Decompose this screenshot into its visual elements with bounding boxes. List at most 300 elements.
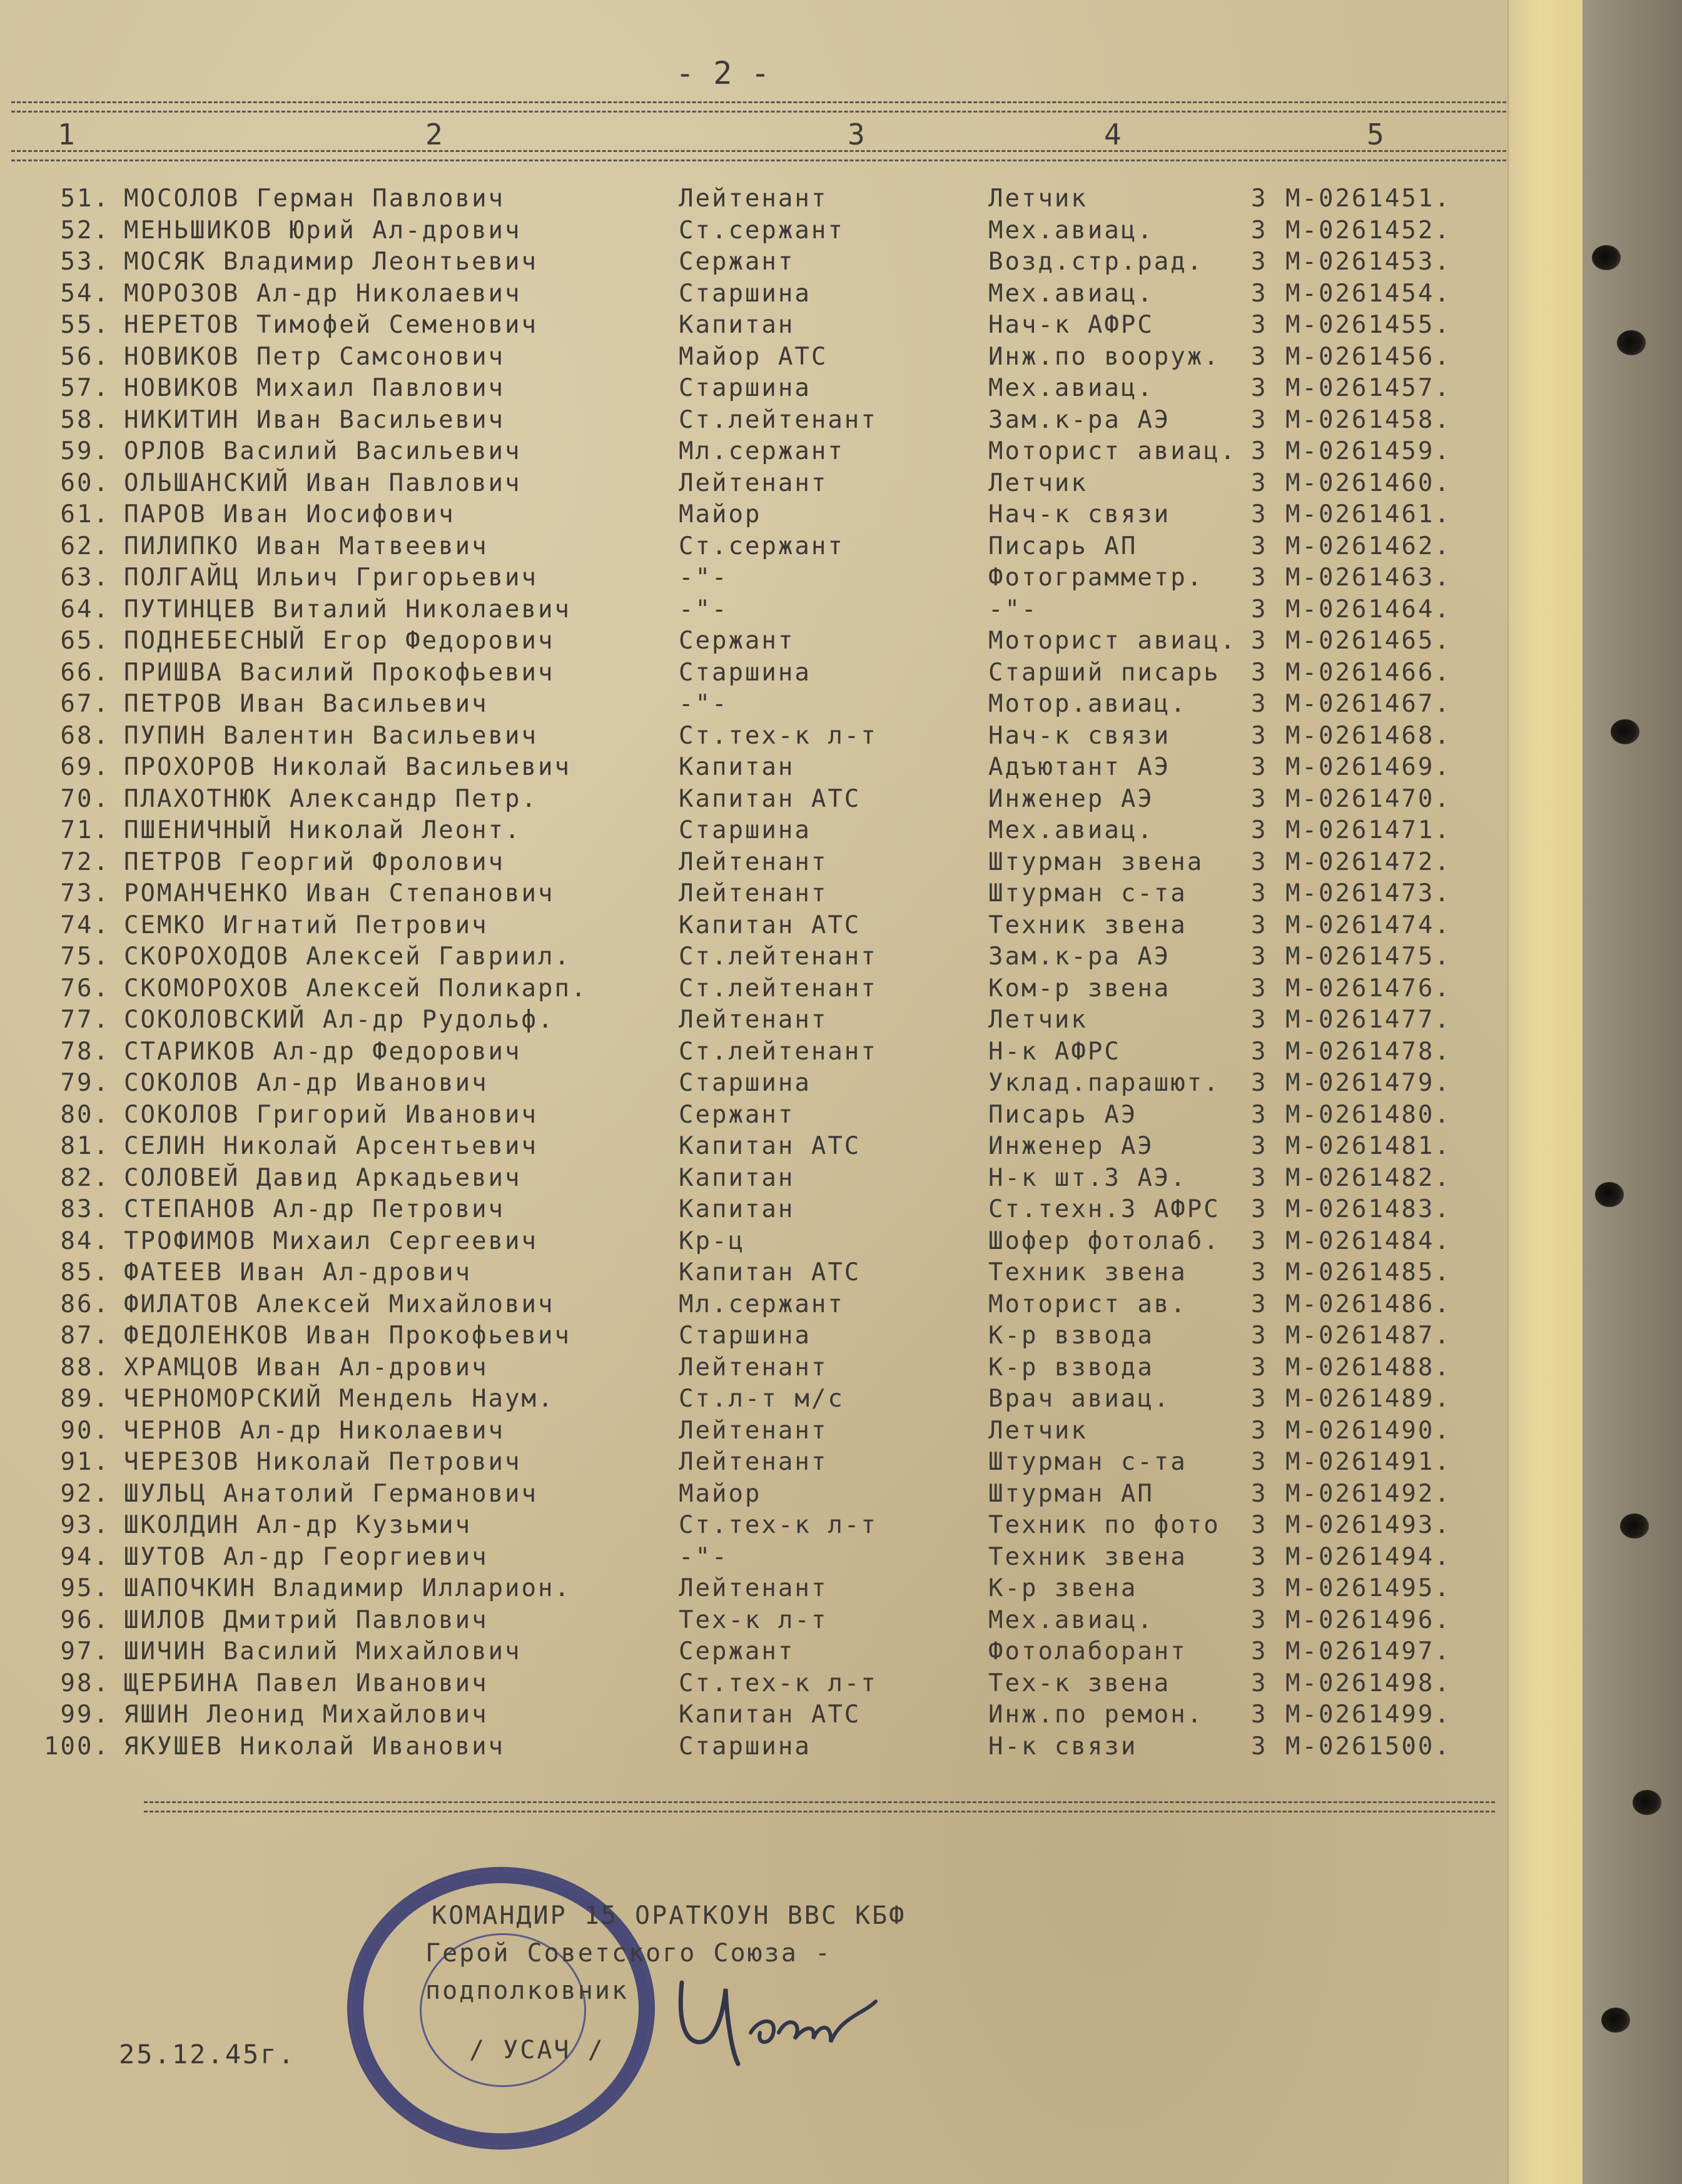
military-rank: Ст.сержант xyxy=(679,532,844,560)
military-rank: Кр-ц xyxy=(679,1226,745,1255)
military-rank: -"- xyxy=(679,1542,729,1571)
job-position: Зам.к-ра АЭ xyxy=(988,405,1171,434)
serial-number: М-0261454. xyxy=(1285,279,1451,308)
serial-number: М-0261477. xyxy=(1285,1006,1451,1034)
award-grade: 3 xyxy=(1251,1195,1268,1223)
person-name: СОКОЛОВ Ал-др Иванович xyxy=(124,1069,489,1097)
row-number: 77. xyxy=(60,1006,110,1034)
military-rank: Майор xyxy=(679,500,762,528)
serial-number: М-0261496. xyxy=(1285,1605,1451,1634)
job-position: Мех.авиац. xyxy=(988,216,1154,245)
table-row xyxy=(0,785,1501,817)
table-row xyxy=(0,532,1501,564)
table-row xyxy=(0,1417,1501,1448)
person-name: ПОЛГАЙЦ Ильич Григорьевич xyxy=(124,564,538,592)
military-rank: Старшина xyxy=(679,1069,811,1097)
military-rank: -"- xyxy=(679,595,729,624)
table-row xyxy=(0,1132,1501,1164)
serial-number: М-0261485. xyxy=(1285,1258,1451,1287)
table-row xyxy=(0,1227,1501,1259)
person-name: ХРАМЦОВ Иван Ал-дрович xyxy=(124,1353,489,1382)
person-name: ПИЛИПКО Иван Матвеевич xyxy=(124,532,489,560)
job-position: Летчик xyxy=(988,468,1088,497)
serial-number: М-0261470. xyxy=(1285,784,1451,813)
award-grade: 3 xyxy=(1251,911,1268,939)
table-row xyxy=(0,1038,1501,1069)
serial-number: М-0261500. xyxy=(1285,1732,1451,1761)
binding-hole xyxy=(1633,1790,1661,1815)
person-name: ОРЛОВ Василий Васильевич xyxy=(124,437,522,465)
military-rank: Ст.сержант xyxy=(679,216,844,245)
row-number: 100. xyxy=(44,1732,110,1761)
job-position: Н-к АФРС xyxy=(988,1037,1121,1066)
job-position: Мех.авиац. xyxy=(988,374,1154,402)
row-number: 63. xyxy=(60,564,110,592)
row-number: 67. xyxy=(60,690,110,718)
table-row xyxy=(0,753,1501,785)
row-number: 73. xyxy=(60,879,110,907)
table-row xyxy=(0,248,1501,280)
row-number: 61. xyxy=(60,500,110,528)
military-rank: Лейтенант xyxy=(679,468,828,497)
job-position: К-р взвода xyxy=(988,1353,1154,1382)
serial-number: М-0261472. xyxy=(1285,847,1451,876)
person-name: ЧЕРНОВ Ал-др Николаевич xyxy=(124,1416,505,1445)
military-rank: Сержант xyxy=(679,1637,795,1666)
job-position: Адъютант АЭ xyxy=(988,753,1171,781)
table-row xyxy=(0,659,1501,690)
row-number: 87. xyxy=(60,1322,110,1350)
award-grade: 3 xyxy=(1251,405,1268,434)
table-row xyxy=(0,216,1501,248)
job-position: Н-к шт.3 АЭ. xyxy=(988,1163,1187,1192)
award-grade: 3 xyxy=(1251,1669,1268,1697)
military-rank: Тех-к л-т xyxy=(679,1605,828,1634)
table-row xyxy=(0,911,1501,943)
award-grade: 3 xyxy=(1251,1163,1268,1192)
table-row xyxy=(0,500,1501,532)
award-grade: 3 xyxy=(1251,847,1268,876)
binding-hole xyxy=(1611,719,1639,744)
job-position: Моторист ав. xyxy=(988,1290,1187,1318)
military-rank: Лейтенант xyxy=(679,1353,828,1382)
serial-number: М-0261457. xyxy=(1285,374,1451,402)
job-position: Тех-к звена xyxy=(988,1669,1171,1697)
serial-number: М-0261455. xyxy=(1285,311,1451,339)
person-name: НИКИТИН Иван Васильевич xyxy=(124,405,505,434)
person-name: ОЛЬШАНСКИЙ Иван Павлович xyxy=(124,468,522,497)
person-name: МЕНЬШИКОВ Юрий Ал-дрович xyxy=(124,216,522,245)
award-grade: 3 xyxy=(1251,374,1268,402)
job-position: Нач-к связи xyxy=(988,500,1171,528)
military-rank: Старшина xyxy=(679,658,811,687)
military-rank: -"- xyxy=(679,564,729,592)
award-grade: 3 xyxy=(1251,784,1268,813)
award-grade: 3 xyxy=(1251,627,1268,655)
job-position: Нач-к АФРС xyxy=(988,311,1154,339)
serial-number: М-0261475. xyxy=(1285,943,1451,971)
job-position: Техник по фото xyxy=(988,1511,1220,1539)
serial-number: М-0261459. xyxy=(1285,437,1451,465)
serial-number: М-0261456. xyxy=(1285,342,1451,371)
table-row xyxy=(0,1006,1501,1038)
person-name: ШУЛЬЦ Анатолий Германович xyxy=(124,1479,538,1508)
person-name: СОЛОВЕЙ Давид Аркадьевич xyxy=(124,1163,522,1192)
table-row xyxy=(0,437,1501,469)
military-rank: Ст.лейтенант xyxy=(679,405,878,434)
serial-number: М-0261466. xyxy=(1285,658,1451,687)
person-name: ФИЛАТОВ Алексей Михайлович xyxy=(124,1290,555,1318)
row-number: 81. xyxy=(60,1132,110,1160)
person-name: СЕЛИН Николай Арсентьевич xyxy=(124,1132,538,1160)
military-rank: Ст.лейтенант xyxy=(679,943,878,971)
military-rank: Старшина xyxy=(679,374,811,402)
binding-edge xyxy=(1583,0,1682,2184)
person-name: ФАТЕЕВ Иван Ал-дрович xyxy=(124,1258,472,1287)
award-grade: 3 xyxy=(1251,690,1268,718)
row-number: 84. xyxy=(60,1226,110,1255)
job-position: Мех.авиац. xyxy=(988,279,1154,308)
table-row xyxy=(0,690,1501,722)
table-row xyxy=(0,280,1501,311)
award-grade: 3 xyxy=(1251,1605,1268,1634)
military-rank: Майор АТС xyxy=(679,342,828,371)
person-name: ЧЕРЕЗОВ Николай Петрович xyxy=(124,1448,522,1476)
job-position: Инженер АЭ xyxy=(988,1132,1154,1160)
person-name: ШАПОЧКИН Владимир Илларион. xyxy=(124,1574,571,1602)
military-rank: Капитан xyxy=(679,1195,795,1223)
table-row xyxy=(0,627,1501,659)
row-number: 68. xyxy=(60,721,110,750)
military-rank: Капитан xyxy=(679,311,795,339)
signature-rank: подполковник xyxy=(425,1976,629,2005)
binding-hole xyxy=(1592,245,1621,270)
serial-number: М-0261491. xyxy=(1285,1448,1451,1476)
award-grade: 3 xyxy=(1251,185,1268,213)
military-rank: Лейтенант xyxy=(679,879,828,907)
row-number: 97. xyxy=(60,1637,110,1666)
job-position: Фотограмметр. xyxy=(988,564,1204,592)
row-number: 79. xyxy=(60,1069,110,1097)
job-position: К-р звена xyxy=(988,1574,1138,1602)
handwritten-signature xyxy=(663,1964,901,2070)
row-number: 62. xyxy=(60,532,110,560)
serial-number: М-0261478. xyxy=(1285,1037,1451,1066)
person-name: ЧЕРНОМОРСКИЙ Мендель Наум. xyxy=(124,1385,555,1413)
serial-number: М-0261487. xyxy=(1285,1322,1451,1350)
military-rank: Лейтенант xyxy=(679,1448,828,1476)
serial-number: М-0261461. xyxy=(1285,500,1451,528)
header-double-rule xyxy=(11,150,1506,161)
military-rank: Капитан АТС xyxy=(679,1132,861,1160)
table-row xyxy=(0,943,1501,974)
person-name: НЕРЕТОВ Тимофей Семенович xyxy=(124,311,538,339)
award-grade: 3 xyxy=(1251,721,1268,750)
row-number: 57. xyxy=(60,374,110,402)
person-name: ЯКУШЕВ Николай Иванович xyxy=(124,1732,505,1761)
column-number: 5 xyxy=(1367,118,1384,151)
job-position: Летчик xyxy=(988,185,1088,213)
military-rank: Лейтенант xyxy=(679,1574,828,1602)
job-position: К-р взвода xyxy=(988,1322,1154,1350)
row-number: 56. xyxy=(60,342,110,371)
table-row xyxy=(0,1164,1501,1196)
award-grade: 3 xyxy=(1251,753,1268,781)
personnel-list xyxy=(0,185,1501,1764)
award-grade: 3 xyxy=(1251,595,1268,624)
job-position: Штурман с-та xyxy=(988,1448,1187,1476)
row-number: 88. xyxy=(60,1353,110,1382)
award-grade: 3 xyxy=(1251,1416,1268,1445)
person-name: СОКОЛОВСКИЙ Ал-др Рудольф. xyxy=(124,1006,555,1034)
serial-number: М-0261452. xyxy=(1285,216,1451,245)
row-number: 70. xyxy=(60,784,110,813)
person-name: ПЕТРОВ Георгий Фролович xyxy=(124,847,505,876)
military-rank: Капитан xyxy=(679,1163,795,1192)
award-grade: 3 xyxy=(1251,1542,1268,1571)
job-position: Моторист авиац. xyxy=(988,437,1237,465)
row-number: 78. xyxy=(60,1037,110,1066)
row-number: 85. xyxy=(60,1258,110,1287)
award-grade: 3 xyxy=(1251,248,1268,276)
serial-number: М-0261458. xyxy=(1285,405,1451,434)
table-row xyxy=(0,1480,1501,1512)
military-rank: Сержант xyxy=(679,1100,795,1129)
serial-number: М-0261492. xyxy=(1285,1479,1451,1508)
military-rank: Лейтенант xyxy=(679,185,828,213)
military-rank: Ст.тех-к л-т xyxy=(679,1511,878,1539)
award-grade: 3 xyxy=(1251,1226,1268,1255)
military-rank: Сержант xyxy=(679,248,795,276)
person-name: ШИЧИН Василий Михайлович xyxy=(124,1637,522,1666)
table-row xyxy=(0,879,1501,911)
table-row xyxy=(0,1195,1501,1227)
table-row xyxy=(0,343,1501,375)
serial-number: М-0261473. xyxy=(1285,879,1451,907)
person-name: РОМАНЧЕНКО Иван Степанович xyxy=(124,879,555,907)
job-position: Мех.авиац. xyxy=(988,816,1154,844)
row-number: 72. xyxy=(60,847,110,876)
military-rank: Капитан АТС xyxy=(679,911,861,939)
job-position: Техник звена xyxy=(988,1542,1187,1571)
table-row xyxy=(0,1732,1501,1764)
row-number: 55. xyxy=(60,311,110,339)
serial-number: М-0261462. xyxy=(1285,532,1451,560)
award-grade: 3 xyxy=(1251,879,1268,907)
military-rank: -"- xyxy=(679,690,729,718)
person-name: СТЕПАНОВ Ал-др Петрович xyxy=(124,1195,505,1223)
military-rank: Капитан АТС xyxy=(679,1258,861,1287)
row-number: 69. xyxy=(60,753,110,781)
military-rank: Сержант xyxy=(679,627,795,655)
person-name: ПРОХОРОВ Николай Васильевич xyxy=(124,753,571,781)
award-grade: 3 xyxy=(1251,216,1268,245)
job-position: Летчик xyxy=(988,1006,1088,1034)
table-row xyxy=(0,848,1501,880)
row-number: 58. xyxy=(60,405,110,434)
award-grade: 3 xyxy=(1251,1701,1268,1729)
job-position: Ст.техн.3 АФРС xyxy=(988,1195,1220,1223)
table-row xyxy=(0,1385,1501,1417)
award-grade: 3 xyxy=(1251,468,1268,497)
serial-number: М-0261464. xyxy=(1285,595,1451,624)
person-name: СКОМОРОХОВ Алексей Поликарп. xyxy=(124,974,588,1003)
table-row xyxy=(0,311,1501,343)
table-row xyxy=(0,406,1501,438)
job-position: Шофер фотолаб. xyxy=(988,1226,1220,1255)
serial-number: М-0261489. xyxy=(1285,1385,1451,1413)
job-position: Моторист авиац. xyxy=(988,627,1237,655)
binding-hole xyxy=(1620,1514,1649,1539)
row-number: 82. xyxy=(60,1163,110,1192)
serial-number: М-0261494. xyxy=(1285,1542,1451,1571)
table-row xyxy=(0,722,1501,754)
table-row xyxy=(0,1322,1501,1353)
person-name: МОСЯК Владимир Леонтьевич xyxy=(124,248,538,276)
serial-number: М-0261476. xyxy=(1285,974,1451,1003)
job-position: Писарь АП xyxy=(988,532,1138,560)
award-grade: 3 xyxy=(1251,1100,1268,1129)
person-name: ПРИШВА Василий Прокофьевич xyxy=(124,658,555,687)
column-number: 2 xyxy=(425,118,443,151)
row-number: 60. xyxy=(60,468,110,497)
award-grade: 3 xyxy=(1251,1006,1268,1034)
job-position: Штурман звена xyxy=(988,847,1204,876)
document-date: 25.12.45г. xyxy=(119,2039,296,2070)
serial-number: М-0261474. xyxy=(1285,911,1451,939)
job-position: Уклад.парашют. xyxy=(988,1069,1220,1097)
serial-number: М-0261467. xyxy=(1285,690,1451,718)
job-position: Летчик xyxy=(988,1416,1088,1445)
serial-number: М-0261460. xyxy=(1285,468,1451,497)
award-grade: 3 xyxy=(1251,342,1268,371)
row-number: 65. xyxy=(60,627,110,655)
row-number: 92. xyxy=(60,1479,110,1508)
award-grade: 3 xyxy=(1251,1448,1268,1476)
person-name: ШКОЛДИН Ал-др Кузьмич xyxy=(124,1511,472,1539)
military-rank: Ст.тех-к л-т xyxy=(679,721,878,750)
military-rank: Лейтенант xyxy=(679,847,828,876)
serial-number: М-0261495. xyxy=(1285,1574,1451,1602)
table-row xyxy=(0,1606,1501,1638)
person-name: СОКОЛОВ Григорий Иванович xyxy=(124,1100,538,1129)
serial-number: М-0261493. xyxy=(1285,1511,1451,1539)
military-rank: Ст.тех-к л-т xyxy=(679,1669,878,1697)
job-position: Фотолаборант xyxy=(988,1637,1187,1666)
serial-number: М-0261481. xyxy=(1285,1132,1451,1160)
row-number: 99. xyxy=(60,1701,110,1729)
military-rank: Капитан АТС xyxy=(679,784,861,813)
person-name: МОСОЛОВ Герман Павлович xyxy=(124,185,505,213)
person-name: ШИЛОВ Дмитрий Павлович xyxy=(124,1605,489,1634)
row-number: 64. xyxy=(60,595,110,624)
row-number: 80. xyxy=(60,1100,110,1129)
person-name: НОВИКОВ Петр Самсонович xyxy=(124,342,505,371)
row-number: 59. xyxy=(60,437,110,465)
award-grade: 3 xyxy=(1251,1258,1268,1287)
job-position: Мотор.авиац. xyxy=(988,690,1187,718)
binding-hole xyxy=(1601,2008,1630,2033)
person-name: МОРОЗОВ Ал-др Николаевич xyxy=(124,279,522,308)
serial-number: М-0261453. xyxy=(1285,248,1451,276)
person-name: ПУПИН Валентин Васильевич xyxy=(124,721,538,750)
military-rank: Ст.лейтенант xyxy=(679,1037,878,1066)
page-number: - 2 - xyxy=(676,55,770,91)
row-number: 93. xyxy=(60,1511,110,1539)
row-number: 94. xyxy=(60,1542,110,1571)
military-rank: Лейтенант xyxy=(679,1416,828,1445)
row-number: 51. xyxy=(60,185,110,213)
table-row xyxy=(0,1069,1501,1101)
table-row xyxy=(0,1511,1501,1543)
person-name: ПАРОВ Иван Иосифович xyxy=(124,500,455,528)
serial-number: М-0261486. xyxy=(1285,1290,1451,1318)
table-row xyxy=(0,1574,1501,1606)
row-number: 52. xyxy=(60,216,110,245)
table-row xyxy=(0,1543,1501,1575)
military-rank: Майор xyxy=(679,1479,762,1508)
military-rank: Старшина xyxy=(679,1732,811,1761)
table-row xyxy=(0,595,1501,627)
award-grade: 3 xyxy=(1251,658,1268,687)
row-number: 91. xyxy=(60,1448,110,1476)
table-row xyxy=(0,1101,1501,1133)
person-name: СТАРИКОВ Ал-др Федорович xyxy=(124,1037,522,1066)
table-row xyxy=(0,816,1501,848)
binding-hole xyxy=(1617,330,1646,355)
award-grade: 3 xyxy=(1251,564,1268,592)
award-grade: 3 xyxy=(1251,943,1268,971)
military-rank: Ст.л-т м/с xyxy=(679,1385,844,1413)
table-row xyxy=(0,469,1501,501)
military-rank: Капитан xyxy=(679,753,795,781)
military-rank: Старшина xyxy=(679,279,811,308)
military-rank: Мл.сержант xyxy=(679,437,844,465)
job-position: -"- xyxy=(988,595,1038,624)
serial-number: М-0261484. xyxy=(1285,1226,1451,1255)
table-row xyxy=(0,1258,1501,1290)
military-rank: Старшина xyxy=(679,1322,811,1350)
military-rank: Капитан АТС xyxy=(679,1701,861,1729)
serial-number: М-0261465. xyxy=(1285,627,1451,655)
serial-number: М-0261483. xyxy=(1285,1195,1451,1223)
award-grade: 3 xyxy=(1251,974,1268,1003)
award-grade: 3 xyxy=(1251,1132,1268,1160)
person-name: СЕМКО Игнатий Петрович xyxy=(124,911,489,939)
serial-number: М-0261471. xyxy=(1285,816,1451,844)
person-name: ПШЕНИЧНЫЙ Николай Леонт. xyxy=(124,816,522,844)
person-name: ФЕДОЛЕНКОВ Иван Прокофьевич xyxy=(124,1322,571,1350)
job-position: Писарь АЭ xyxy=(988,1100,1138,1129)
job-position: Н-к связи xyxy=(988,1732,1138,1761)
person-name: ЯШИН Леонид Михайлович xyxy=(124,1701,489,1729)
table-row xyxy=(0,564,1501,595)
award-grade: 3 xyxy=(1251,1511,1268,1539)
person-name: ЩЕРБИНА Павел Иванович xyxy=(124,1669,489,1697)
table-row xyxy=(0,1669,1501,1701)
job-position: Старший писарь xyxy=(988,658,1220,687)
serial-number: М-0261488. xyxy=(1285,1353,1451,1382)
job-position: Ком-р звена xyxy=(988,974,1171,1003)
award-grade: 3 xyxy=(1251,1479,1268,1508)
military-rank: Лейтенант xyxy=(679,1006,828,1034)
serial-number: М-0261490. xyxy=(1285,1416,1451,1445)
column-number: 3 xyxy=(848,118,865,151)
job-position: Мех.авиац. xyxy=(988,1605,1154,1634)
serial-number: М-0261463. xyxy=(1285,564,1451,592)
row-number: 71. xyxy=(60,816,110,844)
job-position: Врач авиац. xyxy=(988,1385,1171,1413)
